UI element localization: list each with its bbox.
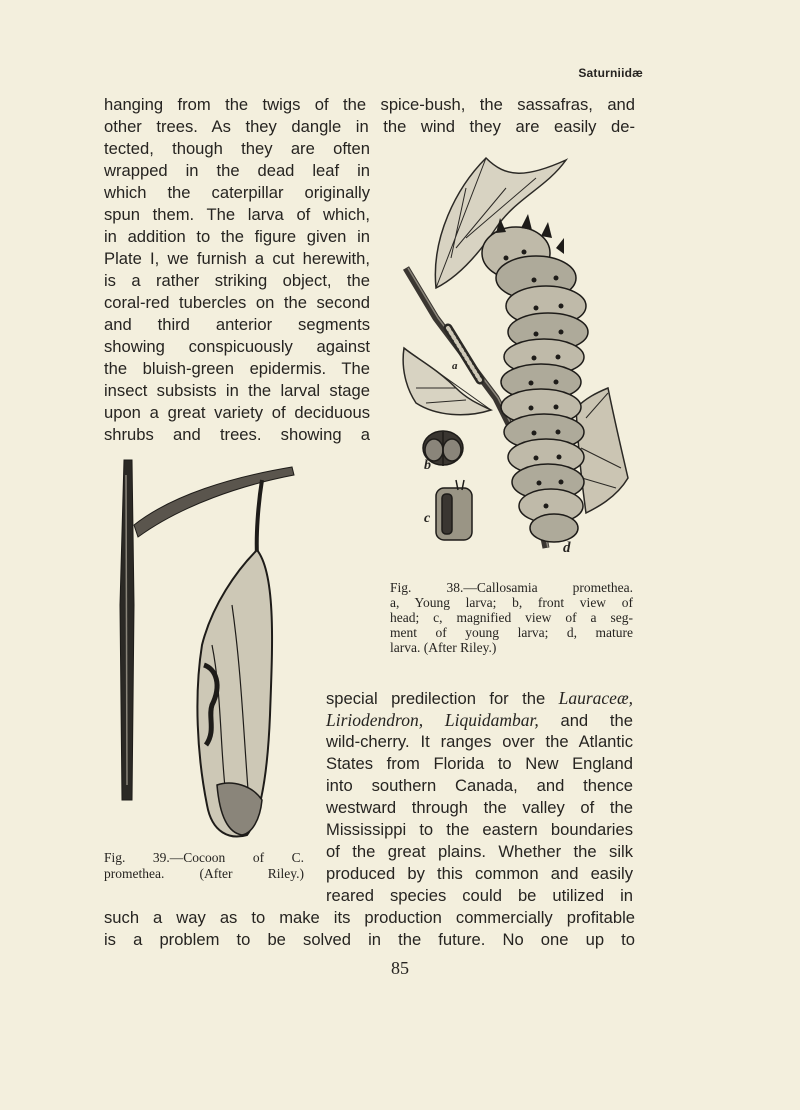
body-text: special predilection for the bbox=[326, 689, 559, 708]
body-line: is a rather striking object, the bbox=[104, 271, 370, 290]
figure-39-caption-line: promethea. (After Riley.) bbox=[104, 866, 304, 881]
body-line: upon a great variety of deciduous bbox=[104, 403, 370, 422]
body-line: westward through the valley of the bbox=[326, 798, 633, 817]
figure-38-caption-line: larva. (After Riley.) bbox=[390, 640, 497, 655]
body-line: in addition to the figure given in bbox=[104, 227, 370, 246]
body-line bbox=[326, 709, 633, 732]
figure-38-label-b: b bbox=[424, 458, 431, 473]
figure-39-cocoon-illustration bbox=[112, 455, 302, 845]
body-line: States from Florida to New England bbox=[326, 754, 633, 773]
body-line: spun them. The larva of which, bbox=[104, 205, 370, 224]
figure-38-caption-line: ment of young larva; d, mature bbox=[390, 625, 633, 640]
body-line: showing conspicuously against bbox=[104, 337, 370, 356]
figure-38-label-c: c bbox=[424, 511, 431, 526]
body-line: wild-cherry. It ranges over the Atlantic bbox=[326, 732, 633, 751]
figure-38-label-a: a bbox=[452, 360, 458, 372]
figure-38-caption-line: Fig. 38.—Callosamia promethea. bbox=[390, 580, 633, 595]
italic-term: Liquidambar, bbox=[444, 710, 539, 730]
figure-38-caption-line: head; c, magnified view of a seg- bbox=[390, 610, 633, 625]
body-line: which the caterpillar originally bbox=[104, 183, 370, 202]
body-line: tected, though they are often bbox=[104, 139, 370, 158]
body-line: the bluish-green epidermis. The bbox=[104, 359, 370, 378]
body-line: shrubs and trees. showing a bbox=[104, 425, 370, 444]
body-text: and the bbox=[538, 711, 633, 730]
body-line: into southern Canada, and thence bbox=[326, 776, 633, 795]
body-line: of the great plains. Whether the silk bbox=[326, 842, 633, 861]
body-line: insect subsists in the larval stage bbox=[104, 381, 370, 400]
page-number: 85 bbox=[391, 958, 409, 978]
body-line bbox=[326, 687, 633, 710]
body-line: wrapped in the dead leaf in bbox=[104, 161, 370, 180]
body-text bbox=[423, 711, 445, 730]
figure-38-larva-illustration bbox=[396, 148, 636, 580]
body-line: Plate I, we furnish a cut herewith, bbox=[104, 249, 370, 268]
figure-39-caption-line: Fig. 39.—Cocoon of C. bbox=[104, 850, 304, 865]
italic-term: Liriodendron, bbox=[326, 710, 424, 730]
figure-38-label-d: d bbox=[563, 540, 571, 556]
italic-term: Lauraceæ, bbox=[558, 688, 633, 708]
body-line: reared species could be utilized in bbox=[326, 886, 633, 905]
body-line: other trees. As they dangle in the wind they are easily de- bbox=[104, 117, 635, 136]
running-head: Saturniidæ bbox=[578, 66, 643, 80]
body-line: is a problem to be solved in the future. No one up to bbox=[104, 930, 635, 949]
figure-38-caption-line: a, Young larva; b, front view of bbox=[390, 595, 633, 610]
body-line: and third anterior segments bbox=[104, 315, 370, 334]
body-line: hanging from the twigs of the spice-bush, the sassafras, and bbox=[104, 95, 635, 114]
body-line: such a way as to make its production commercially profitable bbox=[104, 908, 635, 927]
body-line: coral-red tubercles on the second bbox=[104, 293, 370, 312]
body-line: Mississippi to the eastern boundaries bbox=[326, 820, 633, 839]
body-line: produced by this common and easily bbox=[326, 864, 633, 883]
